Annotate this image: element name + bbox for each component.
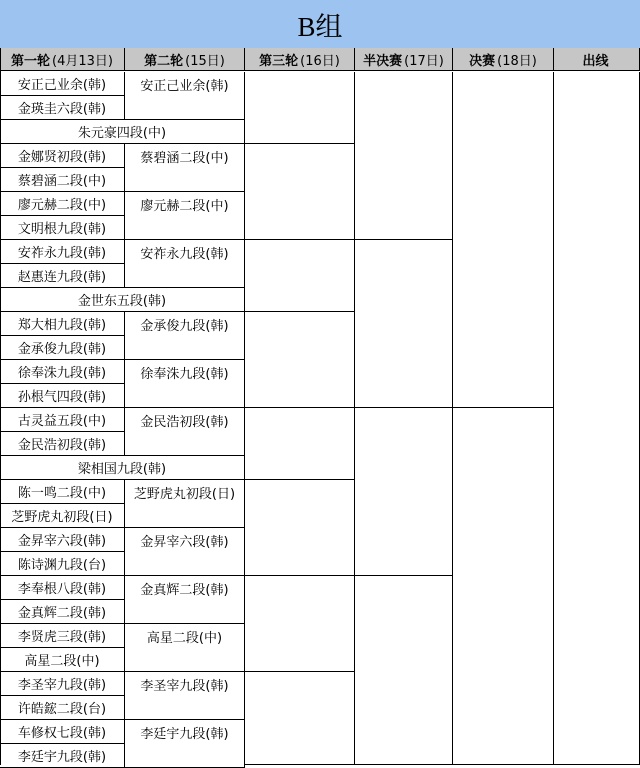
round1-player: 孙根气四段(韩) — [0, 384, 125, 408]
header-round1: 第一轮 (4月13日) — [0, 48, 125, 71]
round3-slot — [245, 480, 355, 576]
round3-slot — [245, 312, 355, 408]
round1-player: 金民浩初段(韩) — [0, 432, 125, 456]
round1-player: 徐奉洙九段(韩) — [0, 360, 125, 384]
bye-player: 朱元豪四段(中) — [0, 120, 245, 144]
round2-winner: 徐奉洙九段(韩) — [125, 360, 245, 408]
table-left-border — [0, 48, 1, 765]
bye-player: 梁相国九段(韩) — [0, 456, 245, 480]
round1-player: 安正己业余(韩) — [0, 72, 125, 96]
round1-player: 高星二段(中) — [0, 648, 125, 672]
round2-winner: 安祚永九段(韩) — [125, 240, 245, 288]
header-qualified: 出线 — [554, 48, 640, 71]
round1-player: 芝野虎丸初段(日) — [0, 504, 125, 528]
semifinal-slot — [355, 576, 453, 765]
qualified-slot — [554, 72, 640, 765]
semifinal-slot — [355, 72, 453, 240]
round1-player: 李廷宇九段(韩) — [0, 744, 125, 768]
group-title: B组 — [0, 0, 640, 49]
round1-player: 车修权七段(韩) — [0, 720, 125, 744]
round1-player: 廖元赫二段(中) — [0, 192, 125, 216]
semifinal-slot — [355, 408, 453, 576]
final-slot — [453, 72, 554, 408]
round1-player: 赵惠连九段(韩) — [0, 264, 125, 288]
round1-player: 安祚永九段(韩) — [0, 240, 125, 264]
round3-slot — [245, 576, 355, 672]
round1-player: 金娜贤初段(韩) — [0, 144, 125, 168]
round3-slot — [245, 72, 355, 144]
round1-player: 金承俊九段(韩) — [0, 336, 125, 360]
round2-winner: 芝野虎丸初段(日) — [125, 480, 245, 528]
round1-player: 古灵益五段(中) — [0, 408, 125, 432]
round2-winner: 李廷宇九段(韩) — [125, 720, 245, 768]
round2-winner: 安正己业余(韩) — [125, 72, 245, 120]
bye-player: 金世东五段(韩) — [0, 288, 245, 312]
round1-player: 金瑛圭六段(韩) — [0, 96, 125, 120]
header-semifinal: 半决赛 (17日) — [355, 48, 453, 71]
round2-winner: 金真辉二段(韩) — [125, 576, 245, 624]
round1-player: 李奉根八段(韩) — [0, 576, 125, 600]
round1-player: 陈一鸣二段(中) — [0, 480, 125, 504]
round2-winner: 高星二段(中) — [125, 624, 245, 672]
round1-player: 蔡碧涵二段(中) — [0, 168, 125, 192]
round2-winner: 金承俊九段(韩) — [125, 312, 245, 360]
round2-winner: 金昇宰六段(韩) — [125, 528, 245, 576]
round1-player: 金昇宰六段(韩) — [0, 528, 125, 552]
round3-slot — [245, 408, 355, 480]
round1-player: 陈诗渊九段(台) — [0, 552, 125, 576]
round1-player: 金真辉二段(韩) — [0, 600, 125, 624]
round3-slot — [245, 240, 355, 312]
round2-winner: 廖元赫二段(中) — [125, 192, 245, 240]
round3-slot — [245, 672, 355, 765]
round2-winner: 金民浩初段(韩) — [125, 408, 245, 456]
round1-player: 郑大相九段(韩) — [0, 312, 125, 336]
header-round2: 第二轮 (15日) — [125, 48, 245, 71]
round3-slot — [245, 144, 355, 240]
semifinal-slot — [355, 240, 453, 408]
header-round3: 第三轮 (16日) — [245, 48, 355, 71]
round1-player: 许皓鋐二段(台) — [0, 696, 125, 720]
round1-player: 李贤虎三段(韩) — [0, 624, 125, 648]
round1-player: 李圣宰九段(韩) — [0, 672, 125, 696]
round2-winner: 蔡碧涵二段(中) — [125, 144, 245, 192]
header-final: 决赛 (18日) — [453, 48, 554, 71]
round1-player: 文明根九段(韩) — [0, 216, 125, 240]
round2-winner: 李圣宰九段(韩) — [125, 672, 245, 720]
final-slot — [453, 408, 554, 765]
